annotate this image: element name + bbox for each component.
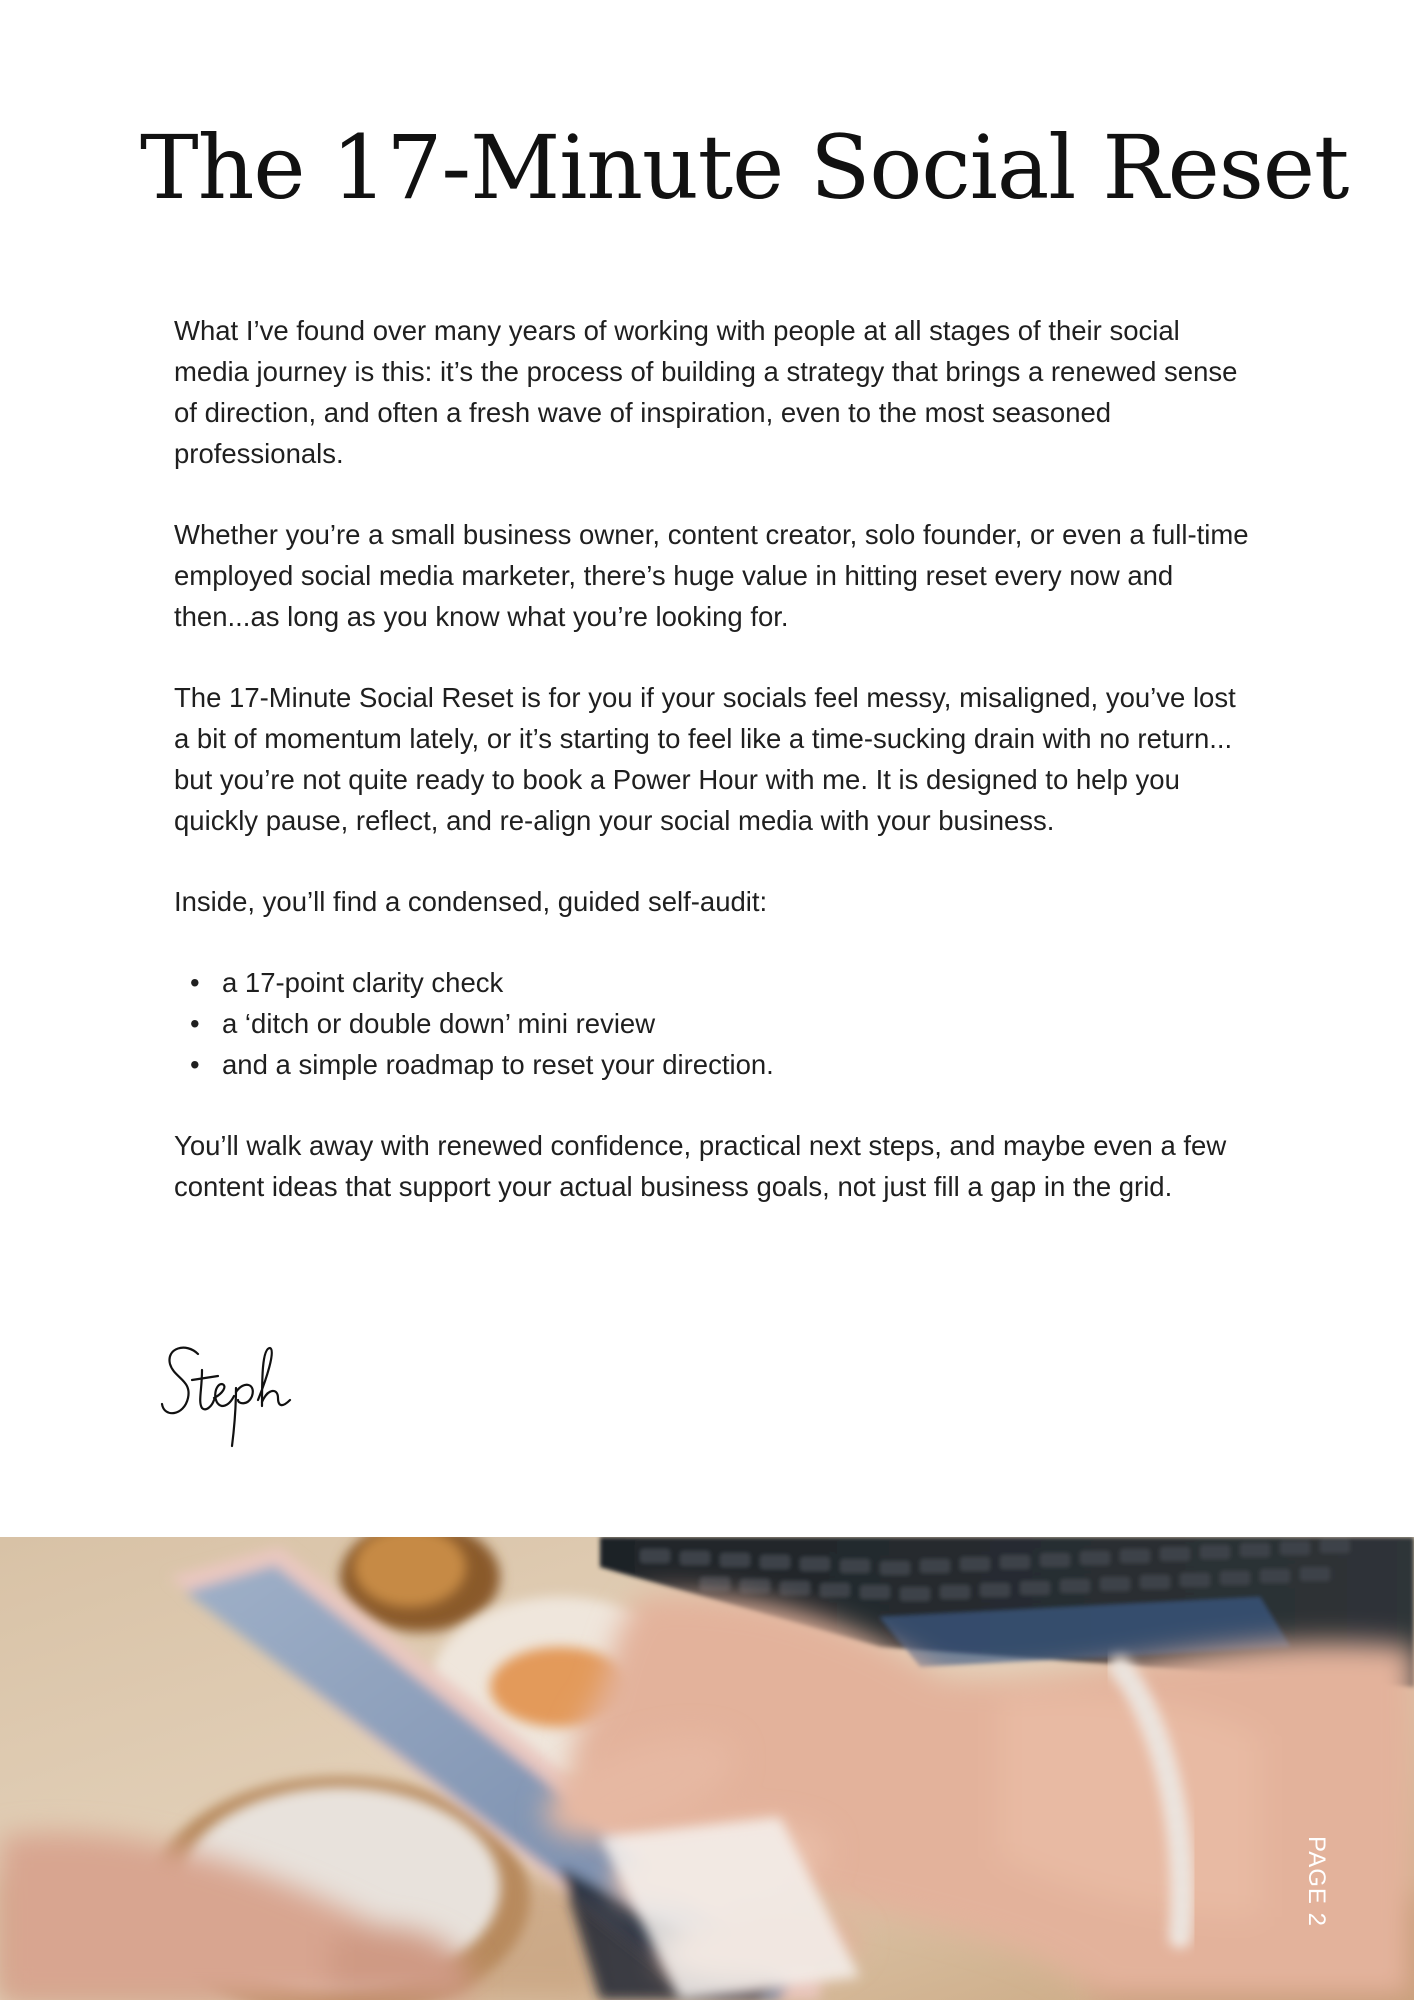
- intro-paragraph: What I’ve found over many years of working with people at all stages of their social media journey is this: it’s the process of building a strategy that brings a renewed sense of direction, and often a fresh wave of inspiration, even to the most seasoned professionals.: [174, 315, 1238, 469]
- body-text: [174, 310, 1254, 1247]
- bullet-icon: •: [190, 967, 200, 998]
- list-item: • a ‘ditch or double down’ mini review: [222, 1003, 1254, 1044]
- page-number: PAGE 2: [1303, 1836, 1330, 1927]
- bullet-icon: •: [190, 1049, 200, 1080]
- audience-paragraph: Whether you’re a small business owner, content creator, solo founder, or even a full-time employed social media marketer, there’s huge value in hitting reset every now and then...as long as you know what you’re looking for.: [174, 519, 1249, 632]
- list-item: • a 17-point clarity check: [222, 962, 1254, 1003]
- purpose-paragraph: The 17-Minute Social Reset is for you if your socials feel messy, misaligned, you’ve lost a bit of momentum lately, or it’s starting to feel like a time-sucking drain with no return... but you’re not quite ready to book a Power Hour with me. It is designed to help you quickly pause, reflect, and re-align your social media with your business.: [174, 682, 1236, 836]
- photo-illustration: [0, 1537, 1414, 2000]
- signature-steph: [158, 1340, 318, 1450]
- inside-paragraph: Inside, you’ll find a condensed, guided self-audit:: [174, 886, 768, 917]
- closing-paragraph: You’ll walk away with renewed confidence, practical next steps, and maybe even a few content ideas that support your actual business goals, not just fill a gap in the grid.: [174, 1130, 1227, 1202]
- feature-list: [174, 962, 1254, 1085]
- bullet-icon: •: [190, 1008, 200, 1039]
- list-item: • and a simple roadmap to reset your direction.: [222, 1044, 1254, 1085]
- page-title: The 17-Minute Social Reset: [140, 116, 1349, 219]
- hero-photo: [0, 1537, 1414, 2000]
